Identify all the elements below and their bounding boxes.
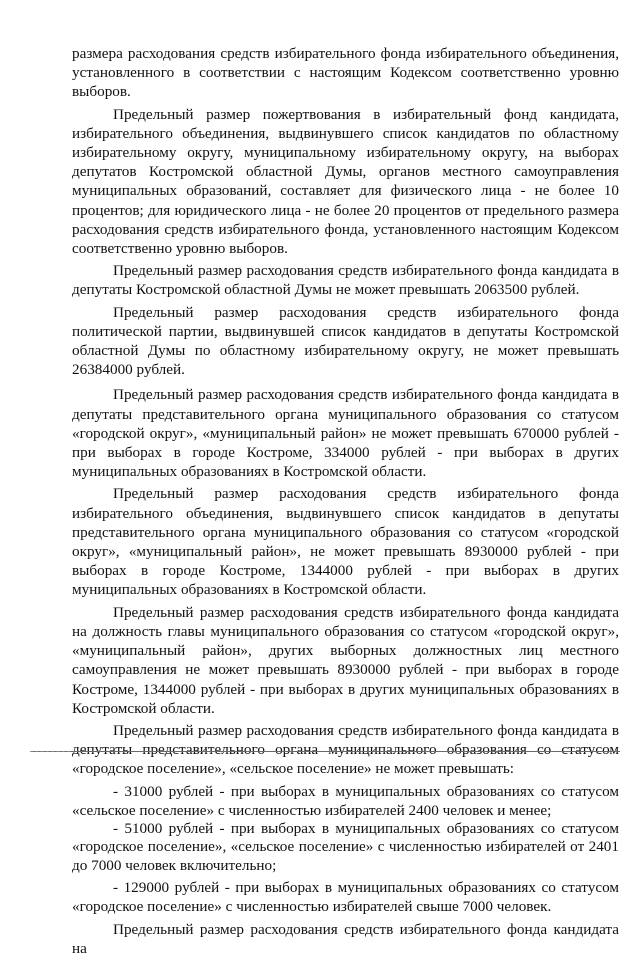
paragraph-oblast-duma-candidate-limit: Предельный размер расходования средств избирательного фонда кандидата в депутаты Костромской областной Думы не может превышать 2063500 рублей. — [72, 262, 619, 299]
paragraph-municipal-candidate-limit: Предельный размер расходования средств избирательного фонда кандидата в депутаты представительного органа муниципального образования со статусом «городской округ», «муниципальный район» не может превышать 670000 рублей - при выборах в городе Костроме, 334000 рублей - при выборах в других муниципальных образованиях в Костромской области. — [72, 386, 619, 481]
paragraph-municipal-association-limit: Предельный размер расходования средств избирательного фонда избирательного объединения, выдвинувшего список кандидатов в депутаты представительного органа муниципального образования со статусом «городской округ», «муниципальный район», не может превышать 8930000 рублей - при выборах в городе Костроме, 1344000 рублей - при выборах в других муниципальных образованиях в Костромской области. — [72, 485, 619, 599]
list-item-51000: - 51000 рублей - при выборах в муниципальных образованиях со статусом «городское поселение», «сельское поселение» с численностью избирателей от 2401 до 7000 человек включительно; — [72, 819, 619, 874]
paragraph-party-list-limit: Предельный размер расходования средств избирательного фонда политической партии, выдвинувшей список кандидатов в депутаты Костромской областной Думы по областному избирательному округу, не может превышать 26384000 рублей. — [72, 303, 619, 379]
strikethrough-line — [30, 751, 620, 752]
paragraph-settlement-candidate-limit: Предельный размер расходования средств избирательного фонда кандидата в депутаты представительного органа муниципального образования со статусом «городское поселение», «сельское поселение» не может превышать: — [72, 721, 619, 778]
list-item-129000: - 129000 рублей - при выборах в муниципальных образованиях со статусом «городское поселение» с численностью избирателей свыше 7000 человек. — [72, 879, 619, 916]
dashed-line-fragment — [30, 751, 70, 752]
list-item-31000: - 31000 рублей - при выборах в муниципальных образованиях со статусом «сельское поселение» с численностью избирателей 2400 человек и менее; — [72, 782, 619, 819]
paragraph-head-of-municipality-limit: Предельный размер расходования средств избирательного фонда кандидата на должность главы муниципального образования со статусом «городской округ», «муниципальный район», других выборных должностных лиц местного самоуправления не может превышать 8930000 рублей - при выборах в городе Костроме, 1344000 рублей - при выборах в других муниципальных образованиях в Костромской области. — [72, 603, 619, 717]
paragraph-donation-limit: Предельный размер пожертвования в избирательный фонд кандидата, избирательного объединения, выдвинувшего список кандидатов по областному избирательному округу, муниципальному избирательному округу, на выборах депутатов Костромской областной Думы, органов местного самоуправления муниципальных образований, составляет для физического лица - не более 10 процентов; для юридического лица - не более 20 процентов от предельного размера расходования средств избирательного фонда, установленного настоящим Кодексом соответственно уровню выборов. — [72, 105, 619, 258]
paragraph-final-partial: Предельный размер расходования средств избирательного фонда кандидата на — [72, 920, 619, 957]
paragraph-continuation: размера расходования средств избирательного фонда избирательного объединения, установленного в соответствии с настоящим Кодексом соответственно уровню выборов. — [72, 45, 619, 101]
document-body — [72, 44, 619, 958]
